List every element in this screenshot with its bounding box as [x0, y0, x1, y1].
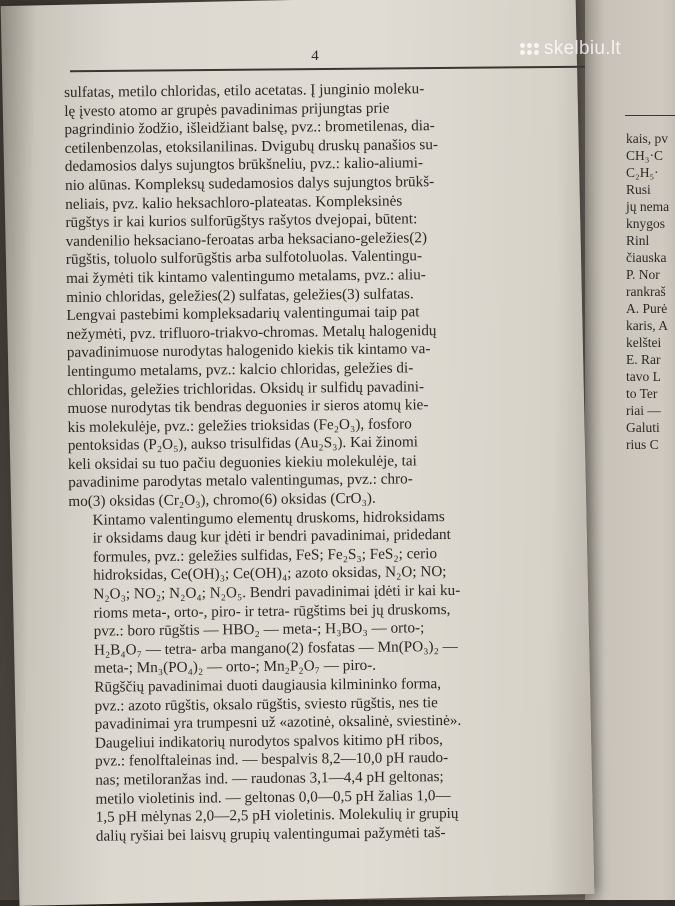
text-line: vandenilio heksaciano-feroatas arba heksaciano-geležies(2)	[65, 228, 428, 250]
text-line: N₂O₃; NO₂; N₂O₄; N₂O₅. Bendri pavadinimai įdėti ir kai ku-	[93, 581, 461, 603]
page-body-text	[64, 79, 584, 847]
text-line: pvz.: fenolftaleinas ind. — bespalvis 8,2—10,0 pH raudo-	[95, 749, 449, 771]
right-page-line: tavo L	[626, 369, 661, 384]
text-line: nio alūnas. Kompleksų sudedamosios dalys sujungtos brūkš-	[64, 173, 435, 194]
text-line: pentoksidas (P₂O₅), aukso trisulfidas (Au₂S₃). Kai žinomi	[67, 433, 419, 455]
text-line: lę įvesto atomo ar grupės pavadinimas prijungtas prie	[64, 99, 390, 120]
text-line: hidroksidas, Ce(OH)₃; Ce(OH)₄; azoto oksidas, N₂O; NO;	[93, 563, 447, 585]
watermark-text: skelbiu.lt	[544, 38, 621, 59]
right-page-line: Rusi	[626, 182, 651, 197]
right-page-line: kais, pv	[626, 131, 668, 146]
text-line: dalių ryšiai bei laisvų grupių valentingumai pažymėti taš-	[95, 823, 446, 845]
text-line: pagrindinio žodžio, išleidžiant balsę, pvz.: brometilenas, dia-	[64, 117, 435, 139]
text-line: Daugeliui indikatorių nurodytos spalvos kitimo pH ribos,	[94, 730, 444, 752]
text-line: 1,5 pH mėlynas 2,0—2,5 pH violetinis. Molekulių ir grupių	[95, 805, 459, 826]
right-page-line: C₂H₅·	[626, 165, 659, 180]
right-page-line: riai —	[626, 403, 661, 418]
right-page-line: knygos	[626, 216, 666, 231]
text-line: neliais, pvz. kalio heksachloro-plateatas. Kompleksinės	[65, 192, 403, 213]
paragraph-1	[64, 79, 580, 512]
text-line: H₂B₄O₇ — tetra- arba mangano(2) fosfatas — Mn(PO₃)₂ —	[93, 637, 458, 659]
watermark-dots-icon	[520, 43, 539, 55]
right-page-line: rius C	[626, 437, 659, 452]
right-page-line: Galuti	[626, 420, 660, 435]
right-page-line: karis, A	[626, 318, 668, 333]
text-line: pavadinime parodytas metalo valentingumas, pvz.: chro-	[68, 470, 413, 492]
page-number: 4	[311, 48, 319, 64]
text-line: ir oksidams daug kur įdėti ir bendri pavadinimai, pridedant	[92, 526, 451, 547]
text-line: nas; metiloranžas ind. — raudonas 3,1—4,4 pH geltonas;	[95, 768, 444, 789]
text-line: mai žymėti tik kintamo valentingumo metalams, pvz.: aliu-	[65, 266, 426, 287]
text-line: lentingumo metalams, pvz.: kalcio chloridas, geležies di-	[66, 359, 414, 380]
text-line: muose nurodytas tik bendras deguonies ir sieros atomų kie-	[67, 396, 429, 418]
text-line: pvz.: boro rūgštis — HBO₂ — meta-; H₃BO₃ — orto-;	[93, 619, 425, 640]
text-line: mo(3) oksidas (Cr₂O₃), chromo(6) oksidas (CrO₃).	[68, 489, 376, 511]
text-line: rūgštys ir kai kurios sulforūgštys rašytos dvejopai, būtent:	[65, 210, 418, 232]
right-page-line: CH₃·C	[626, 148, 663, 163]
text-line: Kintamo valentingumo elementų druskoms, hidroksidams	[92, 507, 445, 529]
right-page-line: P. Nor	[626, 267, 660, 282]
right-page-line: E. Rar	[626, 352, 661, 367]
watermark-logo	[520, 38, 621, 60]
text-line: Lengvai pastebimi kompleksadarių valentingumai taip pat	[66, 303, 420, 325]
text-line: keli oksidai su tuo pačiu deguonies kiekiu molekulėje, tai	[67, 452, 417, 473]
text-line: kis molekulėje, pvz.: geležies trioksidas (Fe₂O₃), fosforo	[67, 415, 412, 436]
text-line: formules, pvz.: geležies sulfidas, FeS; Fe₂S₃; FeS₂; cerio	[92, 544, 438, 566]
text-line: meta-; Mn₃(PO₄)₂ — orto-; Mn₂P₂O₇ — piro-.	[94, 657, 377, 678]
paragraph-2	[68, 506, 582, 679]
right-page-line: Rinl	[626, 233, 650, 248]
text-line: rioms meta-, orto-, piro- ir tetra- rūgštims bei jų druskoms,	[93, 600, 451, 622]
right-page-header-rule	[625, 115, 675, 116]
right-page-line: rankraš	[626, 284, 666, 299]
text-line: cetilenbenzolas, etoksilanilinas. Dvigubų druskų panašios su-	[64, 135, 439, 157]
text-line: sulfatas, metilo chloridas, etilo acetatas. Į junginio moleku-	[64, 80, 425, 101]
right-page-line: A. Purė	[626, 301, 668, 316]
right-page-line: kelštei	[626, 335, 662, 350]
text-line: Rūgščių pavadinimai duoti daugiausia kilmininko forma,	[94, 675, 442, 696]
text-line: metilo violetinis ind. — geltonas 0,0—0,5 pH žalias 1,0—	[95, 786, 451, 808]
right-page-line: jų nema	[626, 199, 670, 214]
right-page-line: to Ter	[626, 386, 658, 401]
text-line: pvz.: azoto rūgštis, oksalo rūgštis, sviesto rūgštis, nes tie	[94, 693, 438, 715]
text-line: rūgštis, toluolo sulforūgštis arba sulfotoluolas. Valentingu-	[65, 247, 423, 269]
text-line: pavadinimai yra trumpesni už «azotinė, oksalinė, sviestinė».	[94, 712, 462, 733]
right-page-line: čiauska	[626, 250, 667, 265]
text-line: nežymėti, pvz. trifluoro-triakvo-chromas. Metalų halogenidų	[66, 321, 437, 343]
right-page-text-column	[626, 130, 675, 453]
text-line: dedamosios dalys sujungtos brūkšneliu, pvz.: kalio-aliumi-	[64, 154, 424, 176]
paragraph-3	[70, 674, 584, 847]
text-line: pavadinimuose nurodytas halogenido kiekis tik kintamo va-	[66, 340, 431, 362]
text-line: minio chloridas, geležies(2) sulfatas, geležies(3) sulfatas.	[66, 284, 414, 306]
text-line: chloridas, geležies trichloridas. Oksidų ir sulfidų pavadini-	[67, 377, 425, 399]
